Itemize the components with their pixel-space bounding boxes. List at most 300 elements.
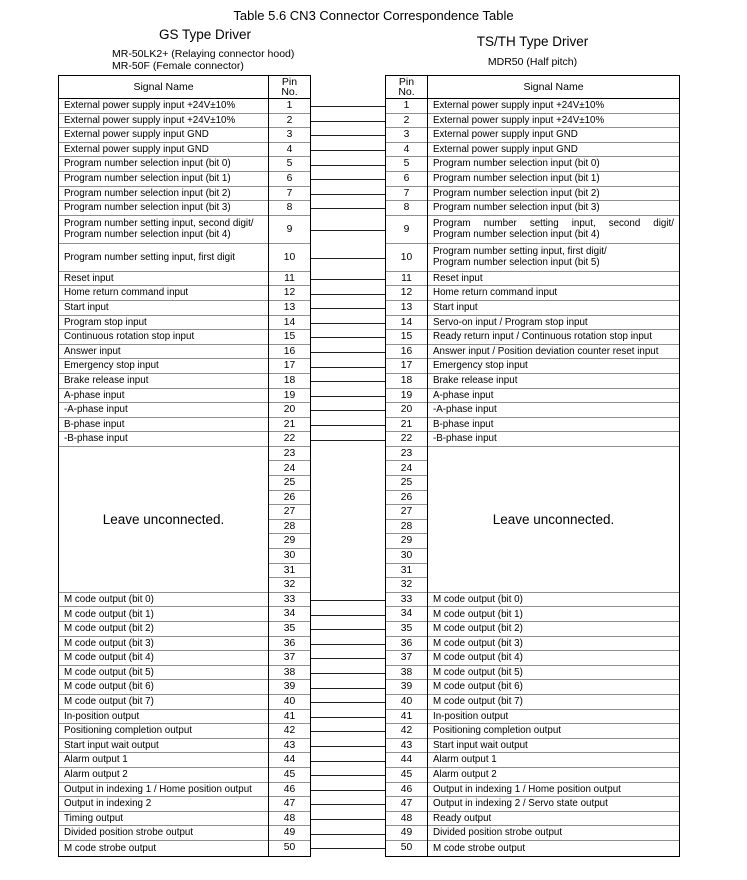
pin-cell: 16 bbox=[269, 345, 310, 360]
signal-cell: Start input wait output bbox=[428, 739, 679, 754]
signal-cell: Answer input bbox=[59, 345, 268, 360]
connector-row bbox=[311, 783, 385, 798]
connector-row bbox=[311, 608, 385, 623]
pin-cell: 49 bbox=[386, 826, 427, 841]
ts-pin-header-line1: Pin bbox=[398, 75, 415, 88]
pin-cell: 35 bbox=[386, 622, 427, 637]
pin-cell: 21 bbox=[386, 418, 427, 433]
wire bbox=[311, 804, 385, 805]
connector-correspondence-diagram bbox=[58, 75, 680, 857]
wire bbox=[311, 150, 385, 151]
ts-pin-no-header bbox=[386, 76, 428, 98]
signal-cell: Program number selection input (bit 3) bbox=[428, 201, 679, 216]
wire bbox=[311, 673, 385, 674]
signal-cell: Positioning completion output bbox=[428, 724, 679, 739]
connector-row bbox=[311, 187, 385, 202]
signal-cell: Divided position strobe output bbox=[428, 826, 679, 841]
pin-cell: 4 bbox=[269, 143, 310, 158]
signal-cell: A-phase input bbox=[59, 389, 268, 404]
wire bbox=[311, 440, 385, 441]
pin-cell: 5 bbox=[386, 157, 427, 172]
pin-cell: 8 bbox=[269, 201, 310, 216]
signal-cell: Home return command input bbox=[428, 286, 679, 301]
signal-cell: Program number setting input, second digit/ Program number selection input (bit 4) bbox=[59, 216, 268, 244]
signal-cell: Brake release input bbox=[428, 374, 679, 389]
wire bbox=[311, 230, 385, 231]
connector-row bbox=[311, 695, 385, 710]
pin-cell: 17 bbox=[386, 359, 427, 374]
pin-cell: 5 bbox=[269, 157, 310, 172]
connector-row bbox=[311, 681, 385, 696]
pin-cell: 40 bbox=[269, 695, 310, 710]
pin-cell: 1 bbox=[386, 99, 427, 114]
signal-cell: Ready output bbox=[428, 812, 679, 827]
gs-signal-column bbox=[59, 99, 268, 856]
signal-cell: Reset input bbox=[428, 272, 679, 287]
pin-cell: 39 bbox=[386, 680, 427, 695]
signal-cell: M code output (bit 7) bbox=[428, 695, 679, 710]
wire bbox=[311, 410, 385, 411]
connector-row bbox=[311, 216, 385, 244]
connector-row bbox=[311, 812, 385, 827]
signal-cell: Program number selection input (bit 2) bbox=[428, 187, 679, 202]
wire bbox=[311, 323, 385, 324]
signal-cell: M code output (bit 3) bbox=[428, 637, 679, 652]
pin-cell: 17 bbox=[269, 359, 310, 374]
signal-cell: Timing output bbox=[59, 812, 268, 827]
connector-row bbox=[311, 710, 385, 725]
signal-cell: Reset input bbox=[59, 272, 268, 287]
wire bbox=[311, 381, 385, 382]
pin-cell: 32 bbox=[269, 578, 310, 593]
wire bbox=[311, 790, 385, 791]
pin-cell: 10 bbox=[269, 244, 310, 272]
pin-cell: 7 bbox=[269, 187, 310, 202]
connector-row bbox=[311, 143, 385, 158]
wire bbox=[311, 396, 385, 397]
connector-row bbox=[311, 652, 385, 667]
pin-cell: 22 bbox=[386, 432, 427, 447]
signal-cell: Program number setting input, first digit/ Program number selection input (bit 5) bbox=[428, 244, 679, 272]
pin-cell: 28 bbox=[269, 520, 310, 535]
pin-cell: 16 bbox=[386, 345, 427, 360]
connector-row bbox=[311, 754, 385, 769]
wire bbox=[311, 279, 385, 280]
pin-cell: 22 bbox=[269, 432, 310, 447]
signal-cell: M code output (bit 0) bbox=[59, 593, 268, 608]
signal-cell: Program number selection input (bit 3) bbox=[59, 201, 268, 216]
signal-cell: Program stop input bbox=[59, 316, 268, 331]
pin-cell: 45 bbox=[386, 768, 427, 783]
pin-cell: 7 bbox=[386, 187, 427, 202]
pin-cell: 25 bbox=[386, 476, 427, 491]
connector-gap bbox=[311, 579, 385, 594]
wire bbox=[311, 600, 385, 601]
wire bbox=[311, 688, 385, 689]
signal-cell: -A-phase input bbox=[59, 403, 268, 418]
wire bbox=[311, 121, 385, 122]
gs-pin-no-header bbox=[268, 76, 310, 98]
signal-cell: Positioning completion output bbox=[59, 724, 268, 739]
pin-cell: 50 bbox=[283, 842, 296, 854]
wire bbox=[311, 165, 385, 166]
pin-cell: 20 bbox=[269, 403, 310, 418]
signal-cell: Alarm output 2 bbox=[428, 768, 679, 783]
pin-cell: 12 bbox=[269, 286, 310, 301]
pin-cell: 27 bbox=[269, 505, 310, 520]
pin-cell: 15 bbox=[269, 330, 310, 345]
pin-cell: 11 bbox=[386, 272, 427, 287]
pin-cell: 3 bbox=[269, 128, 310, 143]
signal-cell: Emergency stop input bbox=[59, 359, 268, 374]
signal-cell: Program number selection input (bit 1) bbox=[428, 172, 679, 187]
connector-row bbox=[311, 360, 385, 375]
wire bbox=[311, 819, 385, 820]
pin-cell: 11 bbox=[269, 272, 310, 287]
pin-cell: 46 bbox=[386, 783, 427, 798]
connector-gap bbox=[311, 550, 385, 565]
signal-cell: Divided position strobe output bbox=[59, 826, 268, 841]
signal-cell: M code strobe output bbox=[64, 842, 157, 854]
pin-cell: 33 bbox=[269, 593, 310, 608]
signal-cell: External power supply input +24V±10% bbox=[59, 99, 268, 114]
gs-driver-subtitle bbox=[112, 48, 294, 72]
ts-driver-title: TS/TH Type Driver bbox=[476, 34, 589, 49]
connector-gap bbox=[311, 491, 385, 506]
pin-cell: 20 bbox=[386, 403, 427, 418]
connector-gap bbox=[311, 520, 385, 535]
signal-cell: M code output (bit 1) bbox=[59, 607, 268, 622]
gs-signal-name-header: Signal Name bbox=[133, 80, 194, 93]
pin-cell: 47 bbox=[269, 797, 310, 812]
pin-cell: 41 bbox=[386, 710, 427, 725]
ts-table-body bbox=[386, 99, 679, 856]
wire bbox=[311, 702, 385, 703]
ts-signal-column bbox=[428, 99, 679, 856]
connector-row bbox=[311, 841, 385, 856]
signal-cell: M code output (bit 3) bbox=[59, 637, 268, 652]
pin-cell: 29 bbox=[386, 534, 427, 549]
signal-cell: In-position output bbox=[428, 710, 679, 725]
signal-cell: Output in indexing 2 / Servo state output bbox=[428, 797, 679, 812]
pin-cell: 12 bbox=[386, 286, 427, 301]
pin-cell: 43 bbox=[269, 739, 310, 754]
connector-row bbox=[311, 345, 385, 360]
pin-cell: 13 bbox=[386, 301, 427, 316]
pin-cell: 34 bbox=[386, 607, 427, 622]
signal-cell: External power supply input GND bbox=[59, 143, 268, 158]
wire bbox=[311, 179, 385, 180]
signal-cell: External power supply input +24V±10% bbox=[428, 114, 679, 129]
pin-cell: 44 bbox=[386, 753, 427, 768]
pin-cell: 32 bbox=[386, 578, 427, 593]
pin-cell: 1 bbox=[269, 99, 310, 114]
connector-wires-column bbox=[311, 75, 385, 856]
wire bbox=[311, 367, 385, 368]
pin-cell: 24 bbox=[386, 461, 427, 476]
signal-cell: Program number selection input (bit 1) bbox=[59, 172, 268, 187]
gs-pin-header-line2: No. bbox=[281, 86, 298, 98]
ts-pin-column bbox=[386, 99, 428, 856]
pin-cell: 36 bbox=[269, 637, 310, 652]
signal-cell: M code output (bit 2) bbox=[428, 622, 679, 637]
pin-cell: 23 bbox=[269, 447, 310, 462]
signal-cell: M code output (bit 5) bbox=[59, 666, 268, 681]
pin-cell: 35 bbox=[269, 622, 310, 637]
pin-cell: 15 bbox=[386, 330, 427, 345]
pin-cell: 47 bbox=[386, 797, 427, 812]
wire bbox=[311, 194, 385, 195]
pin-cell: 48 bbox=[386, 812, 427, 827]
wire bbox=[311, 425, 385, 426]
connector-gap bbox=[311, 535, 385, 550]
pin-cell: 18 bbox=[386, 374, 427, 389]
pin-cell: 9 bbox=[386, 216, 427, 244]
signal-cell: Program number setting input, second digit/ Program number selection input (bit 4) bbox=[428, 216, 679, 244]
connector-gap bbox=[311, 477, 385, 492]
pin-cell: 10 bbox=[386, 244, 427, 272]
connector-row bbox=[311, 129, 385, 144]
wire bbox=[311, 208, 385, 209]
pin-cell: 42 bbox=[386, 724, 427, 739]
table-title: Table 5.6 CN3 Connector Correspondence Table bbox=[233, 8, 514, 23]
signal-cell: Continuous rotation stop input bbox=[59, 330, 268, 345]
signal-cell: External power supply input GND bbox=[428, 143, 679, 158]
wire bbox=[311, 135, 385, 136]
signal-cell: M code output (bit 4) bbox=[59, 651, 268, 666]
signal-cell: -B-phase input bbox=[428, 432, 679, 447]
wire bbox=[311, 731, 385, 732]
gs-table-header bbox=[59, 76, 310, 99]
signal-cell: Start input wait output bbox=[59, 739, 268, 754]
signal-cell: M code output (bit 7) bbox=[59, 695, 268, 710]
pin-cell: 31 bbox=[269, 564, 310, 579]
wire bbox=[311, 658, 385, 659]
signal-cell: Program number setting input, first digit bbox=[59, 244, 268, 272]
signal-cell: Emergency stop input bbox=[428, 359, 679, 374]
connector-row bbox=[311, 725, 385, 740]
pin-cell: 29 bbox=[269, 534, 310, 549]
connector-wires bbox=[311, 100, 385, 857]
signal-cell: M code output (bit 5) bbox=[428, 666, 679, 681]
connector-row bbox=[311, 100, 385, 115]
pin-cell: 21 bbox=[269, 418, 310, 433]
signal-cell: Output in indexing 2 bbox=[59, 797, 268, 812]
connector-row bbox=[311, 272, 385, 287]
pin-cell: 33 bbox=[386, 593, 427, 608]
gs-table bbox=[58, 75, 311, 857]
connector-gap bbox=[311, 506, 385, 521]
pin-cell: 30 bbox=[386, 549, 427, 564]
pin-cell: 2 bbox=[269, 114, 310, 129]
signal-cell: Start input bbox=[428, 301, 679, 316]
gs-connector-hood-label: MR-50LK2+ (Relaying connector hood) bbox=[112, 48, 295, 60]
pin-cell: 28 bbox=[386, 520, 427, 535]
pin-cell: 19 bbox=[269, 389, 310, 404]
connector-row bbox=[311, 158, 385, 173]
gs-pin-header-line1: Pin bbox=[281, 75, 298, 88]
pin-cell: 38 bbox=[386, 666, 427, 681]
signal-cell: B-phase input bbox=[59, 418, 268, 433]
pin-cell: 19 bbox=[386, 389, 427, 404]
wire bbox=[311, 644, 385, 645]
pin-cell: 14 bbox=[386, 316, 427, 331]
pin-cell: 26 bbox=[386, 491, 427, 506]
connector-row bbox=[311, 172, 385, 187]
pin-cell: 6 bbox=[269, 172, 310, 187]
pin-cell: 4 bbox=[386, 143, 427, 158]
signal-cell: Home return command input bbox=[59, 286, 268, 301]
gs-table-body bbox=[59, 99, 310, 856]
wire bbox=[311, 761, 385, 762]
pin-cell: 14 bbox=[269, 316, 310, 331]
pin-cell: 13 bbox=[269, 301, 310, 316]
signal-cell: Ready return input / Continuous rotation stop input bbox=[428, 330, 679, 345]
connector-row bbox=[311, 827, 385, 842]
wire bbox=[311, 629, 385, 630]
wire bbox=[311, 337, 385, 338]
right-unconnected-cell: Leave unconnected. bbox=[428, 447, 679, 593]
pin-cell: 31 bbox=[386, 564, 427, 579]
connector-row bbox=[311, 114, 385, 129]
connector-gap bbox=[311, 564, 385, 579]
connector-row bbox=[311, 404, 385, 419]
signal-cell: A-phase input bbox=[428, 389, 679, 404]
pin-cell: 36 bbox=[386, 637, 427, 652]
signal-cell: Start input bbox=[59, 301, 268, 316]
connector-row bbox=[311, 637, 385, 652]
pin-cell: 37 bbox=[269, 651, 310, 666]
connector-gap bbox=[311, 462, 385, 477]
pin-cell: 43 bbox=[386, 739, 427, 754]
signal-cell: M code output (bit 6) bbox=[59, 680, 268, 695]
pin-cell: 38 bbox=[269, 666, 310, 681]
gs-driver-title: GS Type Driver bbox=[158, 27, 252, 42]
pin-cell: 30 bbox=[269, 549, 310, 564]
pin-cell: 3 bbox=[386, 128, 427, 143]
pin-cell: 2 bbox=[386, 114, 427, 129]
signal-cell: Alarm output 2 bbox=[59, 768, 268, 783]
pin-cell: 18 bbox=[269, 374, 310, 389]
pin-cell: 26 bbox=[269, 491, 310, 506]
pin-cell: 6 bbox=[386, 172, 427, 187]
left-unconnected-cell: Leave unconnected. bbox=[59, 447, 268, 593]
pin-cell: 8 bbox=[386, 201, 427, 216]
wire bbox=[311, 834, 385, 835]
wire bbox=[311, 615, 385, 616]
signal-cell: Program number selection input (bit 0) bbox=[59, 157, 268, 172]
pin-cell: 27 bbox=[386, 505, 427, 520]
connector-row bbox=[311, 739, 385, 754]
signal-cell: External power supply input +24V±10% bbox=[59, 114, 268, 129]
signal-cell: B-phase input bbox=[428, 418, 679, 433]
pin-cell: 42 bbox=[269, 724, 310, 739]
signal-cell: M code strobe output bbox=[433, 842, 526, 854]
ts-signal-name-header: Signal Name bbox=[523, 80, 584, 93]
connector-row bbox=[311, 202, 385, 217]
wire bbox=[311, 352, 385, 353]
pin-cell: 49 bbox=[269, 826, 310, 841]
wire bbox=[311, 308, 385, 309]
signal-cell: Brake release input bbox=[59, 374, 268, 389]
pin-cell: 25 bbox=[269, 476, 310, 491]
signal-cell: External power supply input GND bbox=[428, 128, 679, 143]
wire bbox=[311, 258, 385, 259]
wire bbox=[311, 717, 385, 718]
pin-cell: 39 bbox=[269, 680, 310, 695]
wire bbox=[311, 106, 385, 107]
signal-cell: Output in indexing 1 / Home position output bbox=[428, 783, 679, 798]
pin-cell: 37 bbox=[386, 651, 427, 666]
connector-row bbox=[311, 768, 385, 783]
connector-row bbox=[311, 331, 385, 346]
signal-cell: M code output (bit 1) bbox=[428, 607, 679, 622]
connector-row bbox=[311, 623, 385, 638]
connector-row bbox=[311, 418, 385, 433]
signal-cell: Program number selection input (bit 0) bbox=[428, 157, 679, 172]
signal-cell: M code output (bit 2) bbox=[59, 622, 268, 637]
pin-cell: 46 bbox=[269, 783, 310, 798]
connector-row bbox=[311, 433, 385, 448]
signal-cell: In-position output bbox=[59, 710, 268, 725]
pin-cell: 40 bbox=[386, 695, 427, 710]
signal-cell: M code output (bit 4) bbox=[428, 651, 679, 666]
pin-cell: 34 bbox=[269, 607, 310, 622]
wire bbox=[311, 746, 385, 747]
signal-cell: M code output (bit 0) bbox=[428, 593, 679, 608]
signal-cell: -B-phase input bbox=[59, 432, 268, 447]
signal-cell: Program number selection input (bit 2) bbox=[59, 187, 268, 202]
connector-row bbox=[311, 244, 385, 272]
pin-cell: 23 bbox=[386, 447, 427, 462]
connector-row bbox=[311, 666, 385, 681]
signal-cell: External power supply input +24V±10% bbox=[428, 99, 679, 114]
gs-pin-column bbox=[268, 99, 310, 856]
connector-row bbox=[311, 301, 385, 316]
signal-cell: External power supply input GND bbox=[59, 128, 268, 143]
wire bbox=[311, 848, 385, 849]
pin-cell: 45 bbox=[269, 768, 310, 783]
wire bbox=[311, 775, 385, 776]
wire bbox=[311, 294, 385, 295]
signal-cell: Answer input / Position deviation counter reset input bbox=[428, 345, 679, 360]
connector-row bbox=[311, 798, 385, 813]
ts-table-header bbox=[386, 76, 679, 99]
signal-cell: Alarm output 1 bbox=[59, 753, 268, 768]
signal-cell: Alarm output 1 bbox=[428, 753, 679, 768]
connector-row bbox=[311, 374, 385, 389]
connector-row bbox=[311, 316, 385, 331]
signal-cell: Output in indexing 1 / Home position output bbox=[59, 783, 268, 798]
ts-table bbox=[385, 75, 680, 857]
ts-pin-header-line2: No. bbox=[398, 86, 415, 98]
connector-gap bbox=[311, 447, 385, 462]
pin-cell: 24 bbox=[269, 461, 310, 476]
ts-driver-subtitle: MDR50 (Half pitch) bbox=[487, 56, 578, 68]
signal-cell: M code output (bit 6) bbox=[428, 680, 679, 695]
signal-cell: Servo-on input / Program stop input bbox=[428, 316, 679, 331]
pin-cell: 50 bbox=[400, 842, 413, 854]
gs-female-connector-label: MR-50F (Female connector) bbox=[112, 60, 244, 72]
pin-cell: 9 bbox=[269, 216, 310, 244]
signal-cell: -A-phase input bbox=[428, 403, 679, 418]
connector-header-spacer bbox=[311, 75, 385, 100]
connector-row bbox=[311, 389, 385, 404]
pin-cell: 48 bbox=[269, 812, 310, 827]
pin-cell: 44 bbox=[269, 753, 310, 768]
connector-row bbox=[311, 287, 385, 302]
connector-row bbox=[311, 593, 385, 608]
